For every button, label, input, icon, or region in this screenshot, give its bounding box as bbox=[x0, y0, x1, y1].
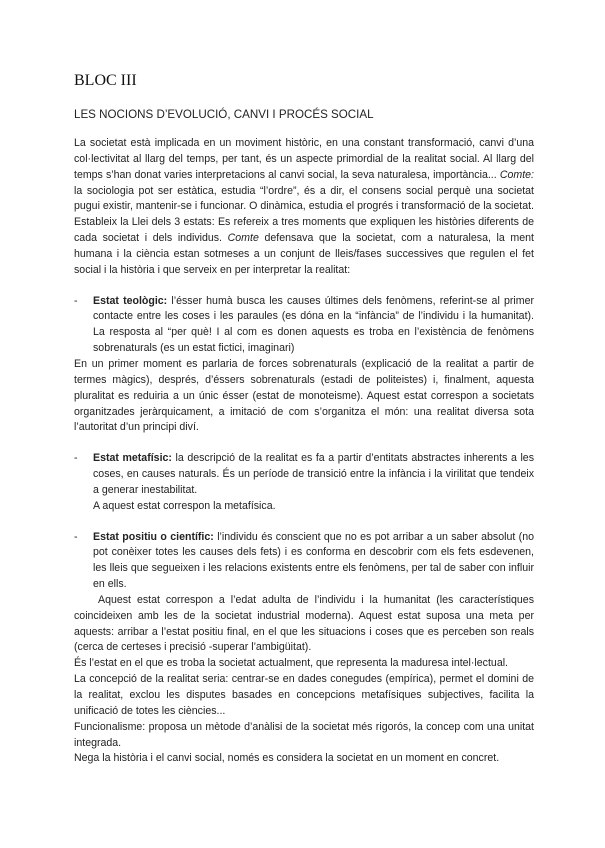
spacer bbox=[74, 515, 534, 530]
paragraph-estat-positiu-detail-1: Aquest estat correspon a l’edat adulta de l’individu i la humanitat (les característiques coincideixen amb les de la societat industrial moderna). Aquest estat suposa una meta per aquests: arribar a l’estat positiu final, en el que les situacions i coses que es perceben son reals (cerca de certeses i precisió -superar l’ambigüitat). bbox=[74, 593, 534, 654]
term-estat-metafisic: Estat metafísic: bbox=[93, 452, 172, 465]
paragraph-estat-positiu-detail-2: És l’estat en el que es troba la societat actualment, que representa la maduresa intel·lectual. bbox=[74, 657, 509, 670]
list-item-estat-metafisic bbox=[74, 451, 534, 499]
bullet-dash: - bbox=[74, 294, 78, 307]
intro-text-3: defensava que la societat, com a naturalesa, la ment humana i la ciència estan sotmeses a un conjunt de lleis/fases successives que regulen el fet social i la història i que serveix en per interpretar la realitat: bbox=[74, 232, 534, 276]
paragraph-estat-metafisic-detail: A aquest estat correspon la metafísica. bbox=[93, 499, 276, 512]
comte-reference-1: Comte: bbox=[499, 168, 534, 181]
page-title: BLOC III bbox=[74, 72, 137, 89]
intro-paragraph bbox=[74, 136, 534, 279]
definition-estat-positiu: l’individu és conscient que no es pot arribar a un saber absolut (no pot conèixer totes les causes dels fets) i es conforma en descobrir com els fets esdevenen, les lleis que segueixen i les relacions existents entre els fenòmens, per tal de saber con influir en ells. bbox=[93, 530, 534, 591]
document-body bbox=[74, 136, 534, 767]
term-estat-positiu: Estat positiu o científic: bbox=[93, 530, 214, 543]
intro-text-1: La societat està implicada en un moviment històric, en una constant transformació, canvi d’una col·lectivitat al llarg del temps, per tant, és un aspecte primordial de la realitat social. Al llarg del temps s’han donat varies interpretacions al canvi social, la seva naturalesa, importància... bbox=[74, 137, 534, 181]
comte-reference-2: Comte bbox=[227, 232, 259, 245]
term-estat-teologic: Estat teològic: bbox=[93, 294, 168, 307]
paragraph-funcionalisme: Funcionalisme: proposa un mètode d’anàlisi de la societat més rigorós, la concep com una unitat integrada. bbox=[74, 720, 534, 749]
paragraph-estat-positiu-detail-3: La concepció de la realitat seria: centrar-se en dades conegudes (empírica), permet el domini de la realitat, exclou les disputes basades en concepcions metafísiques subjectives, facilita la unificació de totes les ciències... bbox=[74, 673, 534, 717]
list-item-estat-positiu bbox=[74, 530, 534, 593]
intro-text-2: la sociologia pot ser estàtica, estudia “l’ordre”, és a dir, el consens social perquè una societat pugui existir, mantenir-se i funcionar. O dinàmica, estudia el progrés i transformació de la societat. Estableix la Llei dels 3 estats: Es refereix a tres moments que expliquen les històries diferents de cada societat i dels individus. bbox=[74, 184, 534, 245]
bullet-dash: - bbox=[74, 452, 78, 465]
spacer bbox=[74, 279, 534, 294]
list-item-estat-teologic bbox=[74, 294, 534, 357]
paragraph-estat-teologic-detail: En un primer moment es parlaria de forces sobrenaturals (explicació de la realitat a partir de termes màgics), després, d’éssers sobrenaturals (estadi de politeistes) i, finalment, aquesta pluralitat es reduiria a un únic ésser (estat de monoteisme). Aquest estat correspon a societats organitzades jeràrquicament, a imitació de com s’organitza el món: una realitat diversa sota l’autoritat d’un principi diví. bbox=[74, 357, 534, 434]
section-subtitle: LES NOCIONS D’EVOLUCIÓ, CANVI I PROCÉS SOCIAL bbox=[74, 108, 374, 121]
bullet-dash: - bbox=[74, 530, 78, 543]
definition-estat-metafisic: la descripció de la realitat es fa a partir d’entitats abstractes inherents a les coses, en causes naturals. És un període de transició entre la infància i la virilitat que tendeix a generar inestabilitat. bbox=[93, 452, 534, 496]
paragraph-historia: Nega la història i el canvi social, només es considera la societat en un moment en concret. bbox=[74, 752, 500, 765]
definition-estat-teologic: l’ésser humà busca les causes últimes dels fenòmens, referint-se al primer contacte entre les coses i les paraules (es dóna en la “infància” de l’individu i la humanitat). La resposta al “per què! I al com es donen aquests es troba en l’existència de fenòmens sobrenaturals (es un estat fictici, imaginari) bbox=[93, 294, 534, 355]
spacer bbox=[74, 436, 534, 451]
